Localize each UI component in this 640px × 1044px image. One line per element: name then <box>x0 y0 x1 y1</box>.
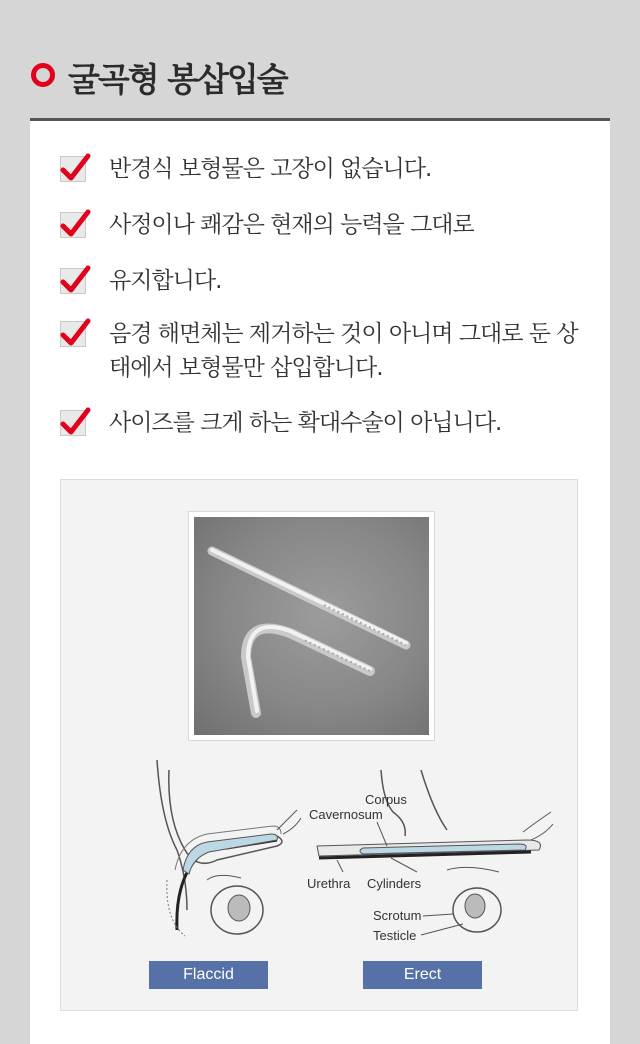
label-corpus: Corpus <box>365 792 407 807</box>
check-item <box>60 152 590 186</box>
flaccid-diagram <box>157 760 301 936</box>
checkmark-icon <box>60 156 86 182</box>
content-card <box>30 118 610 1044</box>
check-item-text: 반경식 보형물은 고장이 없습니다. <box>109 156 432 182</box>
checkmark-icon <box>60 321 86 347</box>
label-testicle: Testicle <box>373 928 417 943</box>
check-item <box>60 264 590 298</box>
label-cavernosum: Cavernosum <box>309 807 383 822</box>
implant-photo <box>194 517 429 735</box>
label-urethra: Urethra <box>307 876 351 891</box>
check-item-text: 음경 해면체는 제거하는 것이 아니며 그대로 둔 상태에서 보형물만 삽입합니다. <box>109 321 578 381</box>
checkmark-icon <box>60 268 86 294</box>
label-scrotum: Scrotum <box>373 908 422 923</box>
circle-bullet-icon <box>31 63 55 87</box>
illustration-panel <box>60 479 578 1011</box>
check-item-text: 사이즈를 크게 하는 확대수술이 아닙니다. <box>109 410 502 436</box>
label-cylinders: Cylinders <box>367 876 422 891</box>
anatomy-diagram <box>147 760 557 950</box>
check-item <box>60 208 590 242</box>
check-item-text: 유지합니다. <box>109 268 222 294</box>
flaccid-label: Flaccid <box>149 961 268 989</box>
erect-label: Erect <box>363 961 482 989</box>
checkmark-icon <box>60 212 86 238</box>
implant-photo-frame <box>188 511 435 741</box>
check-item <box>60 317 590 385</box>
page-title: 굴곡형 봉삽입술 <box>68 60 287 99</box>
check-item-text: 사정이나 쾌감은 현재의 능력을 그대로 <box>109 212 474 238</box>
check-item <box>60 406 590 440</box>
erect-diagram <box>307 770 553 943</box>
header <box>0 0 640 118</box>
checkmark-icon <box>60 410 86 436</box>
